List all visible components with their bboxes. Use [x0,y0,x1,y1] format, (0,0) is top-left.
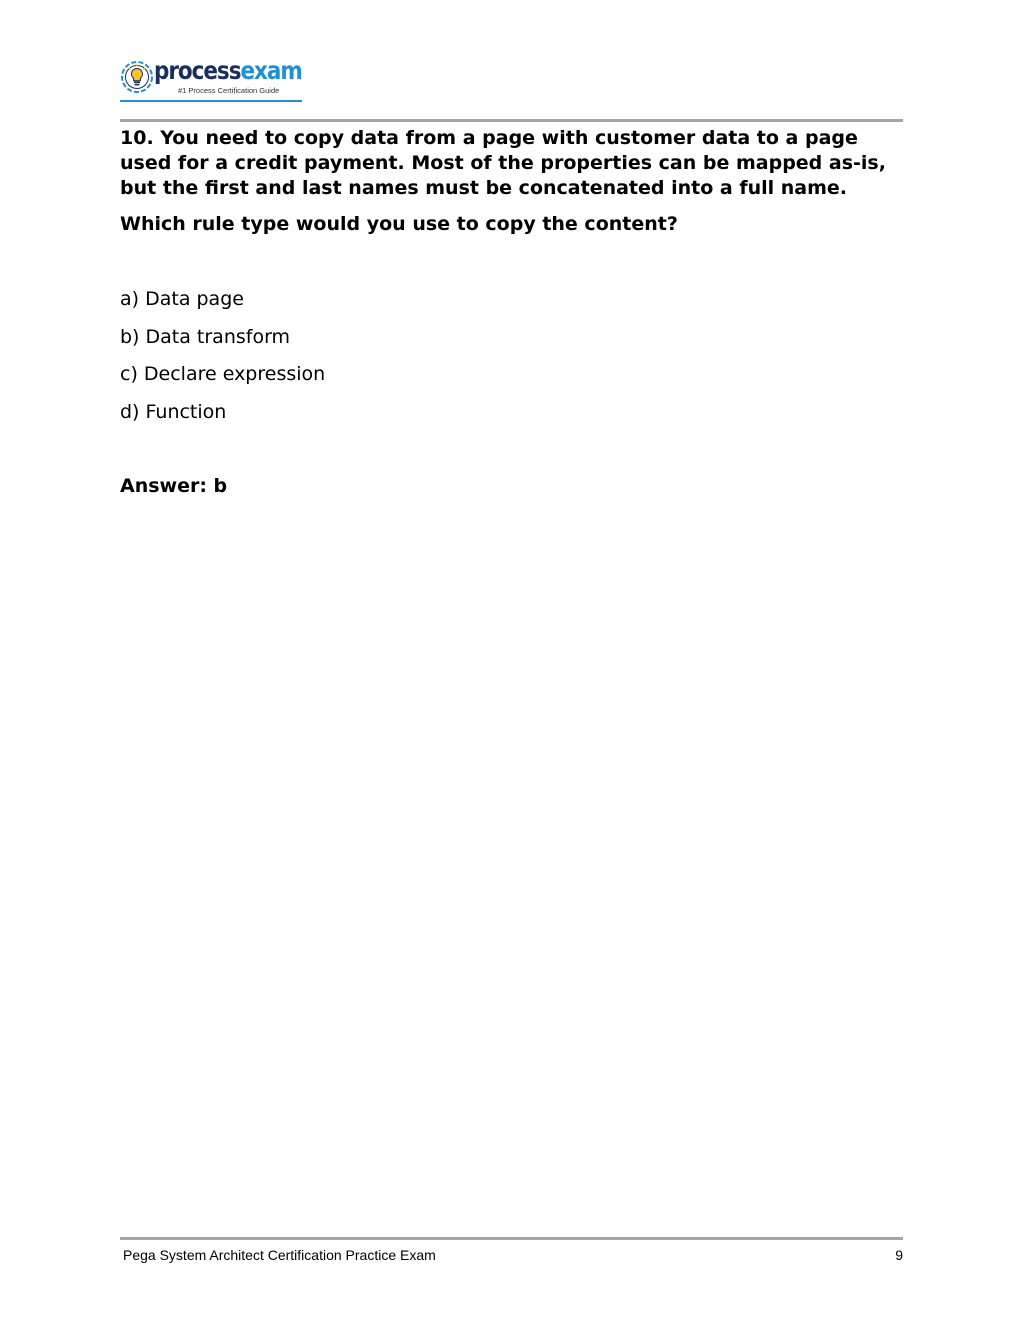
footer-title: Pega System Architect Certification Practice Exam [123,1247,436,1263]
option-d: d) Function [120,400,227,423]
lightbulb-gear-icon [120,60,154,94]
logo-word-exam: exam [240,56,302,85]
logo-wordmark [154,56,302,86]
header-divider [120,119,903,122]
processexam-logo [120,58,306,104]
answer-text: Answer: b [120,475,228,497]
answer-options [120,287,325,437]
question-prompt: Which rule type would you use to copy the content? [120,213,678,235]
footer-divider [120,1237,903,1240]
question-text: 10. You need to copy data from a page with customer data to a page used for a credit payment. Most of the properties can be mapped as-is, but the first and last names must be concatenated into a full name. [120,127,886,199]
logo-underline [120,100,302,102]
logo-word-process: process [154,56,241,85]
option-c: c) Declare expression [120,363,326,385]
page-number: 9 [895,1247,903,1263]
option-a: a) Data page [120,288,244,310]
logo-tagline: #1 Process Certification Guide [178,86,280,95]
option-b: b) Data transform [120,325,291,348]
